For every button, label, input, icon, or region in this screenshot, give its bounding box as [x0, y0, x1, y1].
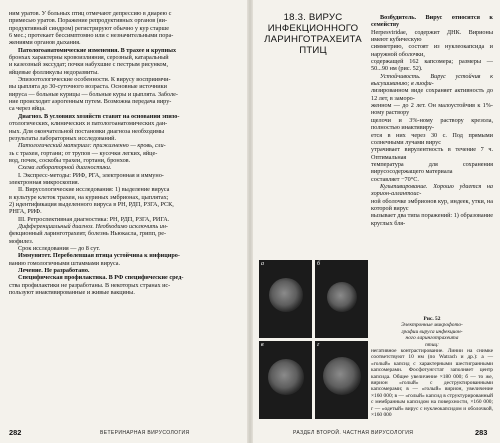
left-page [0, 0, 247, 443]
text-line: ства профилактики не разработаны. В некоторых странах ис- [9, 281, 171, 289]
text-line: отологических, клинических и патологоанатомических дан- [9, 120, 168, 128]
text-line: I. Экспресс-методы: РИФ, РГА, электронная и иммуно- [18, 171, 164, 179]
section-heading-treatment: Лечение. Не разработано. [18, 267, 90, 275]
section-heading-resistance: Устойчивость. Вирус устойчив к высушиванию; в лиофи- [371, 72, 493, 88]
text-line: са через яйца. [9, 105, 46, 113]
running-head-left: ВЕТЕРИНАРНАЯ ВИРУСОЛОГИЯ [100, 430, 190, 436]
chapter-title-line: ЛАРИНГОТРАХЕИТА ПТИЦ [264, 34, 362, 56]
virion-image [327, 282, 357, 312]
caption-line: ного ларинготрахеита [405, 335, 459, 342]
text-line: электронная микроскопия. [9, 178, 80, 186]
figure-52-micrographs [259, 260, 369, 420]
text-line: женном — до 2 лет. Он малоустойчив к 1%-ному раствору [371, 102, 493, 117]
text-line: бронхах характерны кровоизлияния, серозный, катаральный [9, 54, 169, 62]
right-text-column [371, 14, 493, 227]
text-line: вируса — больные курицы — больные куры и цыплята. Заболе- [9, 90, 178, 98]
text-line: 2) идентификация выделенного вируса в РН, РДП, РЗГА, РСК, [9, 200, 174, 208]
text-line: III. Ретроспективная диагностика: РН, РДП, РЗГА, РИГА. [18, 215, 170, 223]
text-line: в культуре клеток трахеи, на куриных эмбрионах, цыплятах; [9, 193, 169, 201]
text-line: и казеозный экссудат; почки набухшие с пестрым рисунком, [9, 61, 168, 69]
text-line: ние происходит аэрогенным путем. Возможна передача виру- [9, 98, 172, 106]
text-line: 6 мес.; протекает бессимптомно или с незначительными пора- [9, 32, 174, 40]
text-line: щелочи и 3%-ному раствору крезола, полностью инактивиру- [371, 116, 493, 132]
micrograph-label: б [317, 261, 321, 267]
text-line: составляет −70°С. [371, 175, 419, 183]
text-line: мофилез. [9, 237, 34, 245]
figure-caption [371, 316, 493, 419]
text-line: ется в них через 30 с. Под прямыми солнечными лучами вирус [371, 131, 493, 146]
section-heading-epizootology: Эпизоотологические особенности. К вирусу восприимчи- [18, 76, 171, 84]
chapter-title [261, 12, 365, 56]
text-line: примесью уратов. Поражение репродуктивных органов (яи- [9, 17, 168, 25]
section-heading-cultivation: Культивирование. Хорошо удается на хорион-аллантоис- [371, 182, 493, 198]
micrograph-a [259, 260, 312, 338]
text-line: ных. Для окончательной постановки диагноза необходимы [9, 127, 165, 135]
text-line: Срок исследования — до 8 сут. [18, 245, 100, 252]
section-heading-diagnosis: Диагноз. В условиях хозяйств ставят на основании эпизо- [18, 112, 180, 120]
text-line: яйцевые фолликулы недоразвиты. [9, 68, 99, 76]
micrograph-label: в [261, 342, 264, 348]
running-head-right: РАЗДЕЛ ВТОРОЙ. ЧАСТНАЯ ВИРУСОЛОГИЯ [293, 430, 414, 436]
micrograph-label: а [261, 261, 264, 267]
caption-line: птиц: [425, 341, 439, 348]
text-line: II. Вирусологические исследования: 1) выделение вируса [18, 186, 170, 194]
text-line: вызывает два типа поражений: 1) образование круглых бля- [371, 212, 493, 227]
text-line: фекционный ларинготрахеит, болезнь Ньюкасла, грипп, ре- [9, 230, 167, 238]
text-line: ним уратов. У больных птиц отмечают депрессию в диарею с [9, 10, 172, 17]
caption-body: негативное контрастирование. Линии на снимке соответствуют 10 нм (по Watrach и др.): а — «голый» капсид с характерными шестигранными капсомерами. Фосфотунгстат заполняет центр капсида. Общее увеличение ×180 000; б — то же, вирион «голый» с деструктированными капсомерами; в — «голый» вирион, увеличение ×160 000; в — «голый» капсид в структурированный с мембранным капсидом на поверхности, ×160 000; г — «одетый» вирус с нуклеокапсидом и оболочкой, ×160 000 [371, 348, 493, 419]
text-line: жениями органов дыхания. [9, 39, 81, 47]
micrograph-d [315, 341, 368, 419]
text-line: пользуют инактивированные и живые вакцины. [9, 289, 135, 297]
page-number-right: 283 [475, 428, 488, 437]
right-page [253, 0, 500, 443]
text-line: лизированном виде сохраняет активность до 12 лет, в заморо- [371, 87, 493, 102]
text-line: содержащей 162 капсомера; размеры — 50...90 нм (рис. 52). [371, 58, 493, 73]
chapter-title-line: 18.3. ВИРУС ИНФЕКЦИОННОГО [267, 12, 359, 34]
text-line: продуктивный синдром) регистрируют обычно у кур старше [9, 24, 170, 32]
text-line: ванию гомологичными штаммами вируса. [9, 259, 121, 267]
caption-title: Рис. 52 [423, 316, 441, 322]
virion-image [268, 359, 304, 395]
text-line: симметрию, состоят из нуклеокапсида и наружной оболочки, [371, 43, 493, 58]
left-text-column [9, 10, 240, 296]
lab-scheme-heading: Схема лабораторной диагностики. [18, 164, 112, 172]
micrograph-c [259, 341, 312, 419]
text-line: утрачивает вирулентность в течение 7 ч. Оптимальная [371, 146, 493, 161]
section-heading-agent: Возбудитель. Вирус относится к семейству [371, 14, 493, 29]
section-heading-differential: Дифференциальный диагноз. Необходимо исключить ин- [18, 222, 168, 230]
section-heading-immunity: Иммунитет. Переболевшая птица устойчива к инфициро- [18, 252, 180, 260]
text-line: вод, почек, соскобы трахеи, гортани, бронхов. [9, 156, 131, 164]
text-line: РНГА, РИФ. [9, 208, 42, 216]
section-heading-pathology: Патологоанатомические изменения. В трахее и крупных [18, 46, 177, 54]
text-line: зь с трахеи, гортани; от трупов — кусочки легких, яйце- [9, 149, 158, 157]
virion-image [323, 357, 361, 395]
text-line: Патологический материал: прижизненно — кровь, сли- [18, 142, 166, 150]
micrograph-b [315, 260, 368, 338]
text-line: ной оболочке эмбрионов кур, индеек, утки, на которой вирус [371, 197, 493, 212]
page-number-left: 282 [9, 428, 22, 437]
text-line: Herpesviridae, содержит ДНК. Вирионы имеют кубическую [371, 28, 493, 44]
section-heading-prophylaxis: Специфическая профилактика. В РФ специфические сред- [18, 274, 184, 282]
text-line: вы цыплята до 30-суточного возраста. Основные источники [9, 83, 167, 91]
caption-line: графии вируса инфекцион- [401, 328, 463, 335]
micrograph-label: г [317, 342, 320, 348]
caption-line: Электронные микрофото- [401, 322, 463, 329]
text-line: температура для сохранения вирусосодержащего материала [371, 160, 493, 176]
virion-image [269, 278, 303, 312]
text-line: результаты лабораторных исследований. [9, 134, 117, 142]
